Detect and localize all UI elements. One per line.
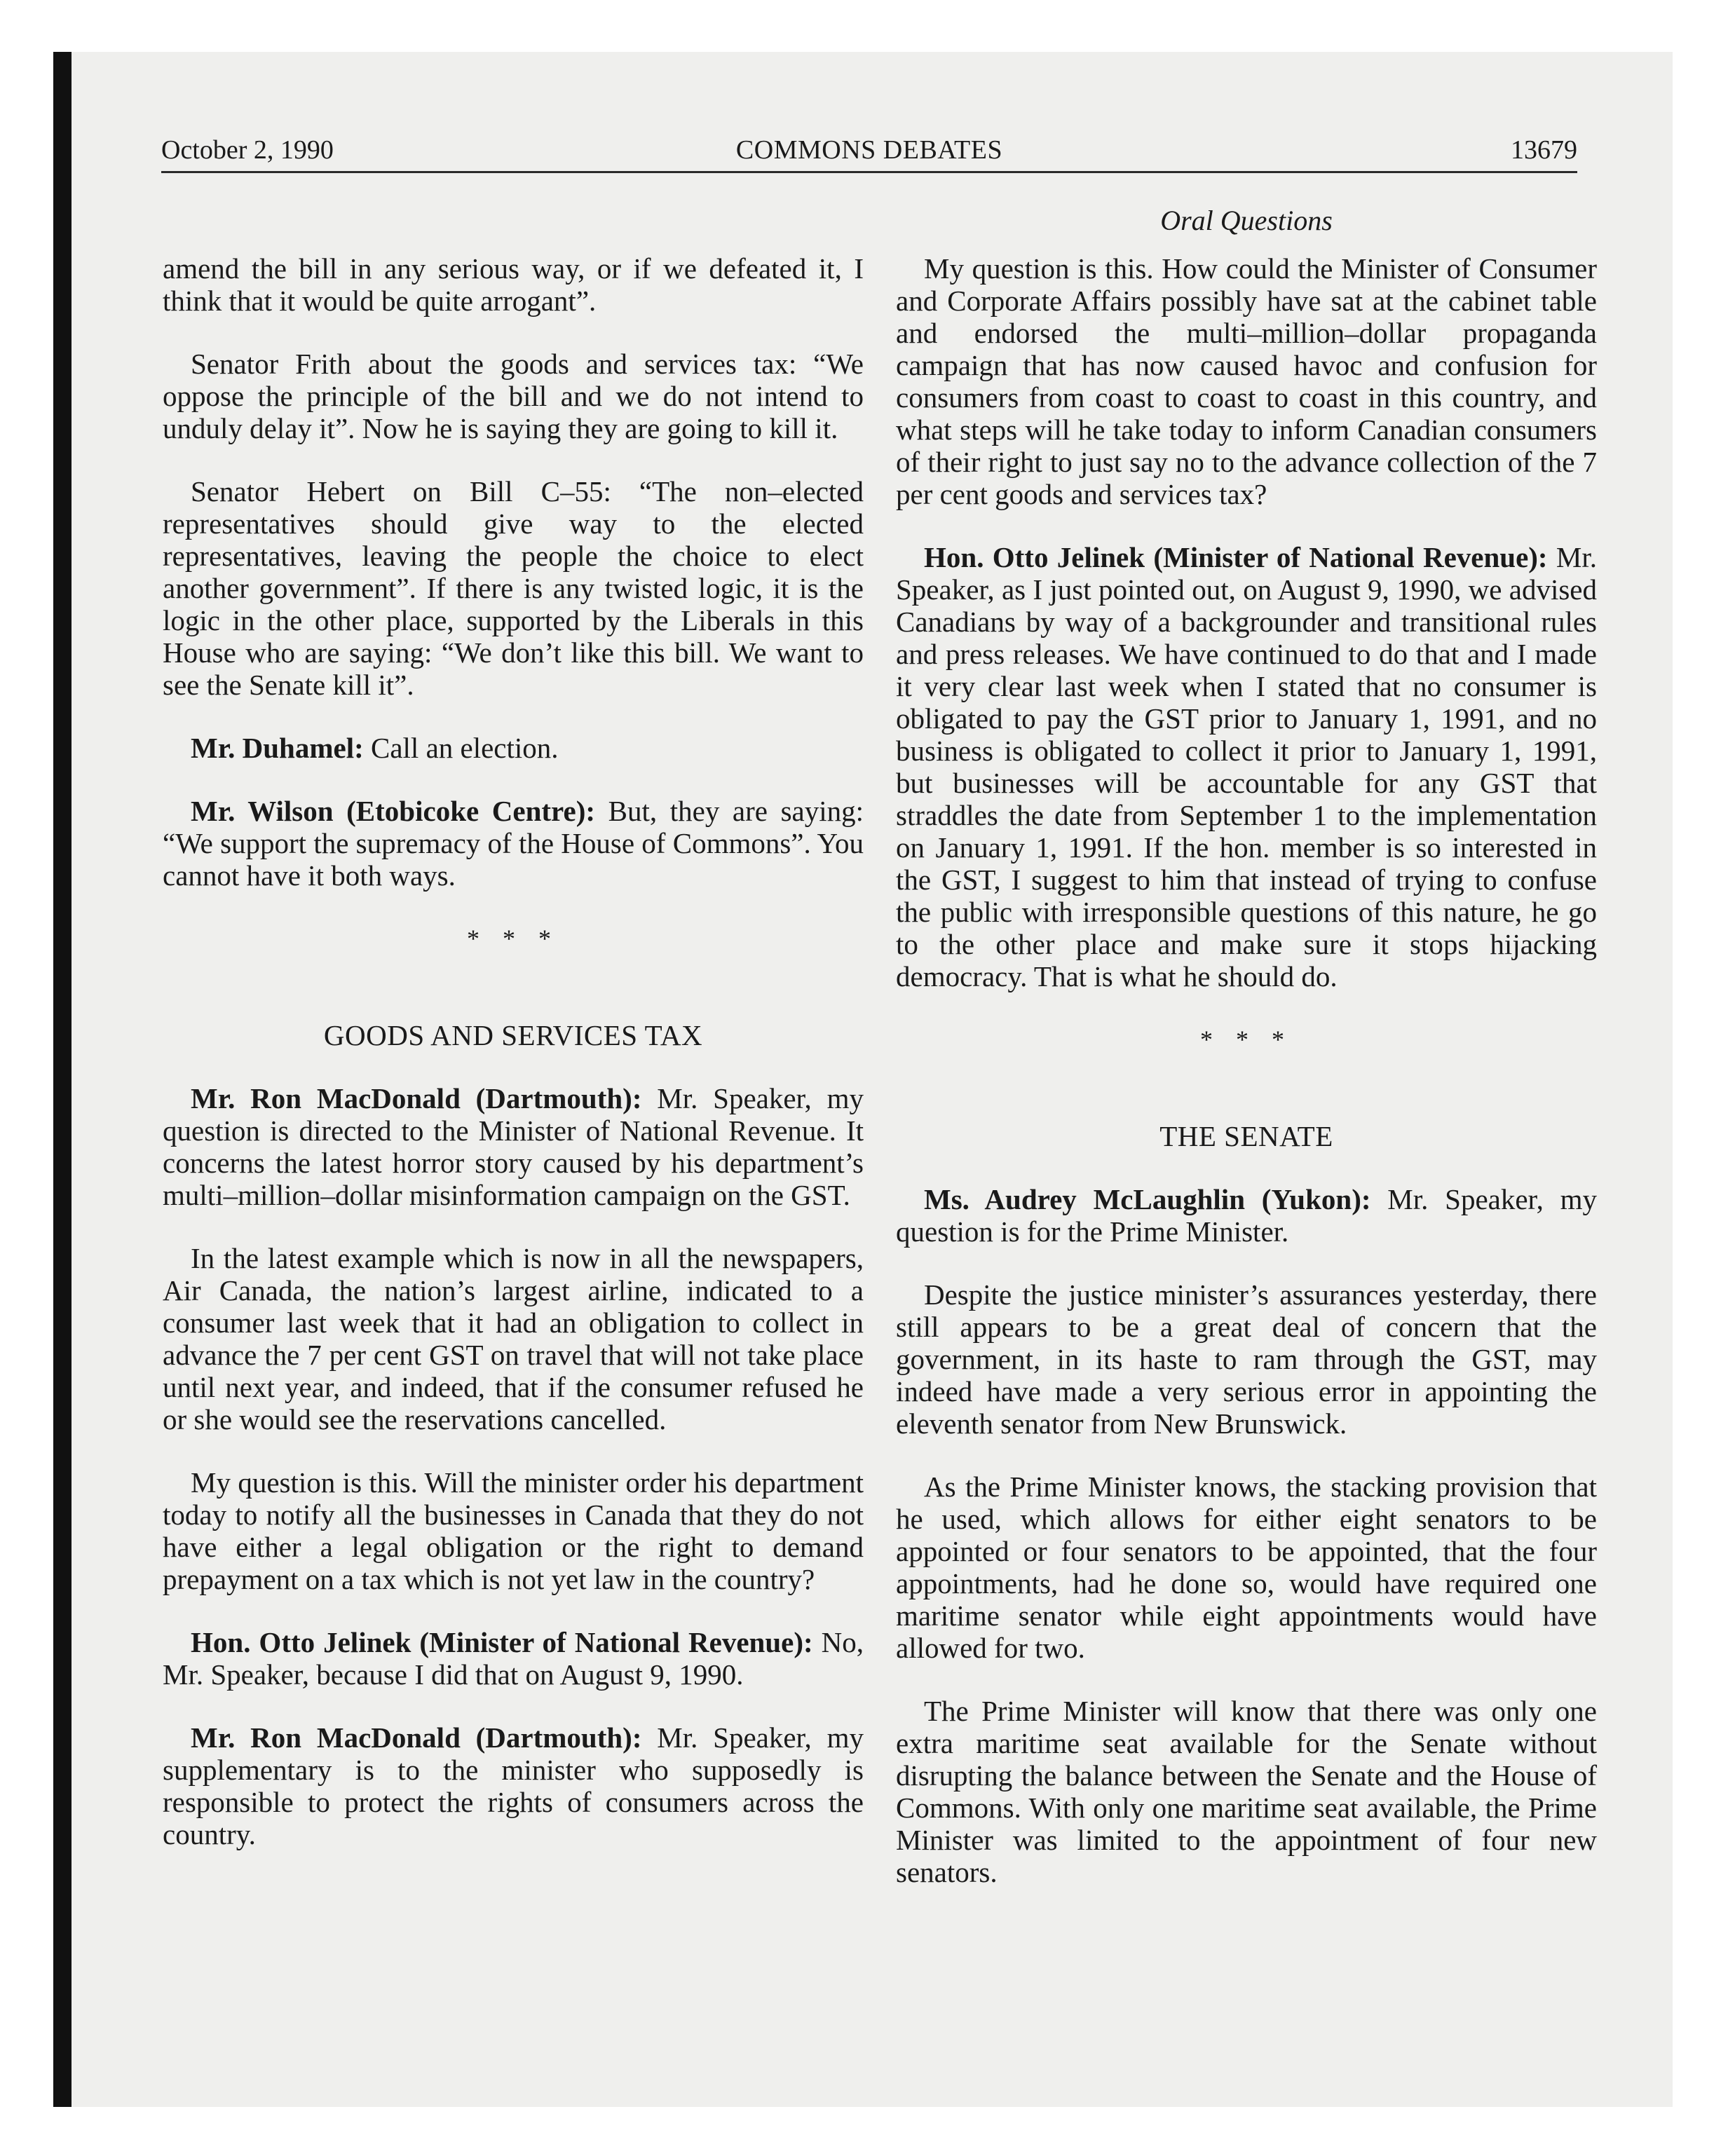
speech-paragraph — [896, 541, 1597, 992]
section-separator: * * * — [467, 925, 559, 953]
paragraph: My question is this. How could the Minister of Consumer and Corporate Affairs possibly have sat at the cabinet table and endorsed the multi–million–dollar propaganda campaign that has now caused havoc and confusion for consumers from coast to coast to coast in this country, and what steps will he take today to inform Canadian consumers of their right to just say no to the advance collection of the 7 per cent goods and services tax? — [896, 252, 1597, 510]
page-header — [161, 130, 1577, 170]
speech-text: Mr. Speaker, my supplementary is to the minister who supposedly is responsible to protect the rights of consumers across the country. — [163, 1721, 864, 1850]
speech-paragraph — [163, 732, 864, 764]
left-column — [163, 252, 864, 1881]
speaker-name: Ms. Audrey McLaughlin (Yukon): — [924, 1183, 1371, 1215]
header-date: October 2, 1990 — [161, 135, 334, 165]
speaker-name: Mr. Ron MacDonald (Dartmouth): — [191, 1721, 642, 1754]
paragraph: amend the bill in any serious way, or if we defeated it, I think that it would be quite arrogant”. — [163, 252, 864, 317]
speech-paragraph — [163, 795, 864, 892]
speech-text: But, they are saying: “We support the supremacy of the House of Commons”. You cannot have it both ways. — [163, 795, 864, 892]
section-heading: THE SENATE — [1159, 1120, 1333, 1152]
paragraph: As the Prime Minister knows, the stacking provision that he used, which allows for either eight senators to be appointed or four senators to be appointed, that the four appointments, had he done so, would have required one maritime senator while eight appointments would have allowed for two. — [896, 1471, 1597, 1664]
speech-text: No, Mr. Speaker, because I did that on August 9, 1990. — [163, 1626, 864, 1691]
paragraph: My question is this. Will the minister order his department today to notify all the businesses in Canada that they do not have either a legal obligation or the right to demand prepayment on a tax which is not yet law in the country? — [163, 1466, 864, 1595]
speech-text: Mr. Speaker, as I just pointed out, on August 9, 1990, we advised Canadians by way of a backgrounder and transitional rules and press releases. We have continued to do that and I made it very clear last week when I stated that no consumer is obligated to pay the GST prior to January 1, 1991, and no business is obligated to collect it prior to January 1, 1991, but businesses will be accountable for any GST that straddles the date from September 1 to the implementation on January 1, 1991. If the hon. member is so interested in the GST, I suggest to him that instead of trying to confuse the public with irresponsible questions of this nature, he go to the other place and make sure it stops hijacking democracy. That is what he should do. — [896, 541, 1597, 992]
speech-paragraph — [163, 1082, 864, 1211]
speech-paragraph — [163, 1626, 864, 1691]
paragraph: In the latest example which is now in all the newspapers, Air Canada, the nation’s largest airline, indicated to a consumer last week that it had an obligation to collect in advance the 7 per cent GST on travel that will not take place until next year, and indeed, that if the consumer refused he or she would see the reservations cancelled. — [163, 1242, 864, 1435]
speaker-name: Hon. Otto Jelinek (Minister of National Revenue): — [191, 1626, 813, 1658]
header-page-number: 13679 — [1511, 135, 1577, 165]
header-rule — [161, 171, 1577, 173]
section-separator: * * * — [1200, 1025, 1293, 1053]
running-heading: Oral Questions — [1160, 205, 1333, 236]
speech-text: Call an election. — [363, 732, 559, 764]
paragraph: Despite the justice minister’s assurances yesterday, there still appears to be a great deal of concern that the government, in its haste to ram through the GST, may indeed have made a very serious error in appointing the eleventh senator from New Brunswick. — [896, 1278, 1597, 1440]
speech-paragraph — [896, 1183, 1597, 1248]
paragraph: Senator Frith about the goods and services tax: “We oppose the principle of the bill and we do not intend to unduly delay it”. Now he is saying they are going to kill it. — [163, 348, 864, 444]
right-column — [896, 205, 1597, 1919]
speaker-name: Mr. Duhamel: — [191, 732, 364, 764]
speech-paragraph — [163, 1721, 864, 1850]
speaker-name: Mr. Ron MacDonald (Dartmouth): — [191, 1082, 642, 1114]
scan-edge-shadow — [53, 52, 72, 2107]
speaker-name: Hon. Otto Jelinek (Minister of National Revenue): — [924, 541, 1548, 573]
header-title: COMMONS DEBATES — [735, 135, 1003, 165]
paragraph: Senator Hebert on Bill C–55: “The non–elected representatives should give way to the elected representatives, leaving the people the choice to elect another government”. If there is any twisted logic, it is the logic in the other place, supported by the Liberals in this House who are saying: “We don’t like this bill. We want to see the Senate kill it”. — [163, 475, 864, 701]
section-heading: GOODS AND SERVICES TAX — [323, 1019, 703, 1051]
paragraph: The Prime Minister will know that there was only one extra maritime seat available for the Senate without disrupting the balance between the Senate and the House of Commons. With only one maritime seat available, the Prime Minister was limited to the appointment of four new senators. — [896, 1695, 1597, 1888]
speaker-name: Mr. Wilson (Etobicoke Centre): — [191, 795, 596, 827]
speech-text: Mr. Speaker, my question is for the Prime Minister. — [896, 1183, 1597, 1248]
speech-text: Mr. Speaker, my question is directed to the Minister of National Revenue. It concerns the latest horror story caused by his department’s multi–million–dollar misinformation campaign on the GST. — [163, 1082, 864, 1211]
